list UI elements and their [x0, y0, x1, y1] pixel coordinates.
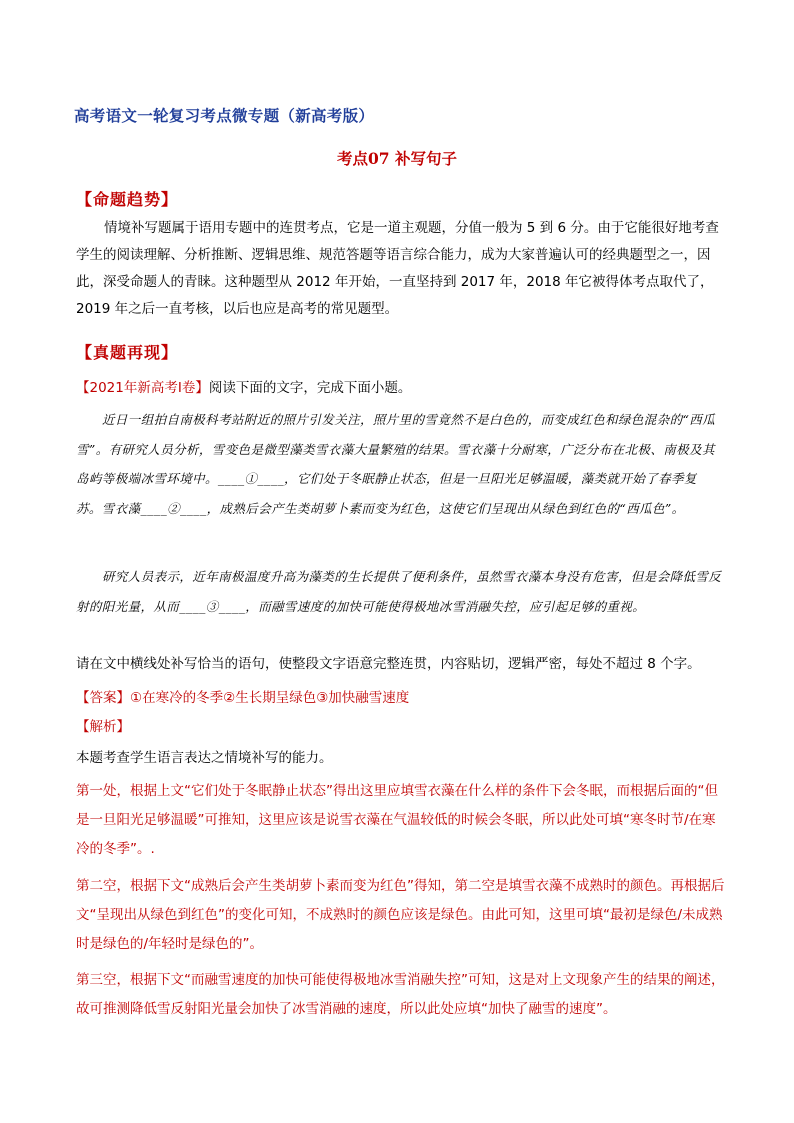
exam-source: 【2021年新高考Ⅰ卷】 [76, 380, 209, 396]
analysis-label: 【解析】 [76, 719, 130, 735]
series-title: 高考语文一轮复习考点微专题（新高考版） [74, 106, 375, 125]
topic-title: 考点07 补写句子 [337, 149, 457, 168]
answer-label: 【答案】 [76, 690, 130, 706]
passage-paragraph-1: 近日一组拍自南极科考站附近的照片引发关注，照片里的雪竟然不是白色的，而变成红色和绿色混杂的“西瓜雪”。有研究人员分析，雪变色是微型藻类雪衣藻大量繁殖的结果。雪衣藻十分耐寒，广泛分布在北极、南极及其岛屿等极端冰雪环境中。____①____，它们处于冬眠静止状态，但是一旦阳光足够温暖，藻类就开始了春季复苏。雪衣藻____②____，成熟后会产生类胡萝卜素而变为红色，这使它们呈现出从绿色到红色的“西瓜色”。 [76, 412, 716, 516]
trend-paragraph: 情境补写题属于语用专题中的连贯考点，它是一道主观题，分值一般为 5 到 6 分。由于它能很好地考查学生的阅读理解、分析推断、逻辑思维、规范答题等语言综合能力，成为大家普遍认可的经典题型之一，因此，深受命题人的青睐。这种题型从 2012 年开始，一直坚持到 2017 年，2018 年它被得体考点取代了，2019 年之后一直考核，以后也应是高考的常见题型。 [76, 220, 719, 317]
answer-text: ①在寒冷的冬季②生长期呈绿色③加快融雪速度 [130, 690, 410, 706]
analysis-point-3: 第三空，根据下文“而融雪速度的加快可能使得极地冰雪消融失控”可知，这是对上文现象产生的结果的阐述，故可推测降低雪反射阳光量会加快了冰雪消融的速度，所以此处应填“加快了融雪的速度”。 [76, 972, 725, 1017]
question-source-line [76, 374, 726, 403]
trend-heading: 【命题趋势】 [76, 190, 179, 209]
analysis-intro: 本题考查学生语言表达之情境补写的能力。 [76, 750, 333, 766]
answer-line [76, 684, 726, 713]
question-text: 请在文中横线处补写恰当的语句，使整段文字语意完整连贯，内容贴切，逻辑严密，每处不超过 8 个字。 [76, 656, 701, 672]
real-exam-heading: 【真题再现】 [76, 343, 179, 362]
analysis-point-2: 第二空，根据下文“成熟后会产生类胡萝卜素而变为红色”得知，第二空是填雪衣藻不成熟时的颜色。再根据后文“呈现出从绿色到红色”的变化可知，不成熟时的颜色应该是绿色。由此可知，这里可填“最初是绿色/未成熟时是绿色的/年轻时是绿色的”。 [76, 878, 725, 952]
instruction-text: 阅读下面的文字，完成下面小题。 [208, 380, 412, 396]
passage-paragraph-2: 研究人员表示，近年南极温度升高为藻类的生长提供了便利条件，虽然雪衣藻本身没有危害，但是会降低雪反射的阳光量，从而____③____，而融雪速度的加快可能使得极地冰雪消融失控，应引起足够的重视。 [76, 569, 722, 614]
analysis-point-1: 第一处，根据上文“它们处于冬眠静止状态”得出这里应填雪衣藻在什么样的条件下会冬眠，而根据后面的“但是一旦阳光足够温暖”可推知，这里应该是说雪衣藻在气温较低的时候会冬眠，所以此处可填“寒冬时节/在寒冷的冬季”。. [76, 783, 718, 857]
